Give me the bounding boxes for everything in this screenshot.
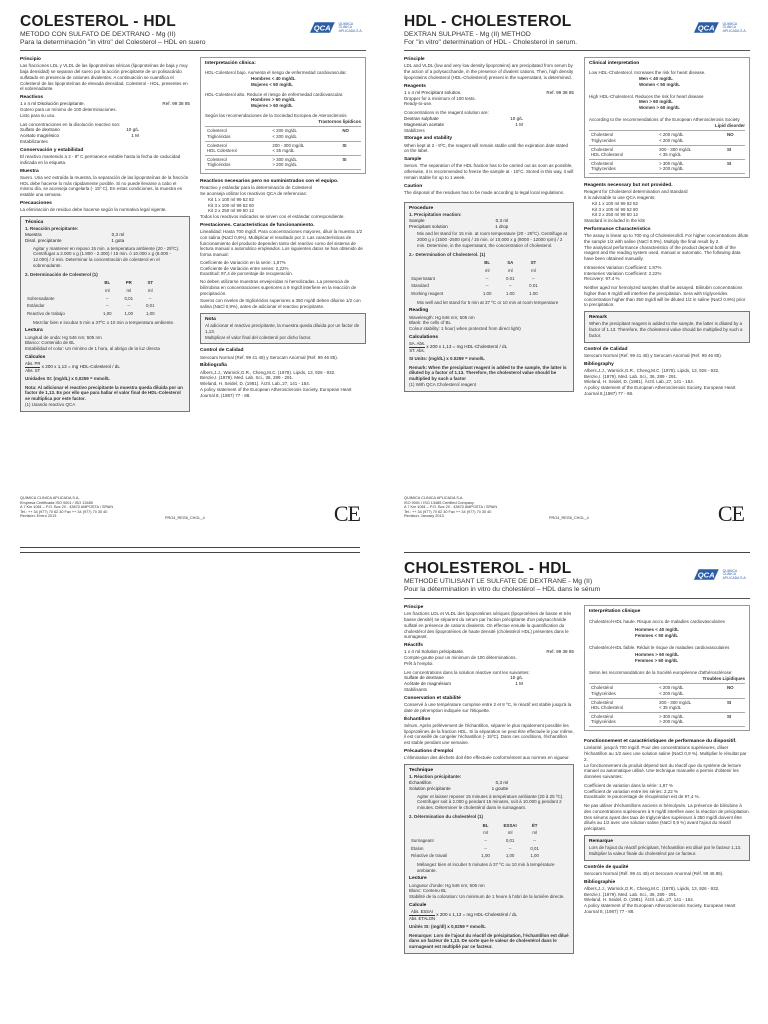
units-text: SI Units: (mg/dL) x 0.0259 = mmol/L bbox=[409, 355, 485, 361]
fonct-exact: Exactitude: le pourcentage de récupération est de 97,4 %. bbox=[584, 794, 700, 800]
svg-text:QCA: QCA bbox=[697, 570, 715, 580]
prest-cv: Coeficiente de Variación entre series: 2,22% bbox=[200, 265, 289, 271]
section-heading: Reagents bbox=[404, 83, 427, 89]
reagent-line: 1 x 4 ml Disolución precipitante. bbox=[20, 101, 85, 107]
table-row: Cholestérol Triglycérides < 200 mg/dL < 200 mg/dL NO bbox=[589, 684, 745, 698]
calc-numerator: Abs. ESSAI bbox=[409, 909, 435, 915]
remark-ref: (1) With QCA Cholesterol reagent bbox=[409, 381, 477, 387]
conc-label: Estabilizantes bbox=[20, 139, 48, 145]
table-row: Surnageant -- 0,01 -- bbox=[411, 837, 537, 843]
section-heading: Bibliography bbox=[584, 361, 614, 367]
table-unit: ml bbox=[484, 268, 490, 274]
section-heading: Bibliografía bbox=[200, 363, 227, 369]
section-heading: Sample bbox=[404, 157, 422, 163]
precauc-text: La eliminación de residuo debe hacerse según la normativa legal vigente. bbox=[20, 207, 167, 213]
interp-value: Women > 60 mg/dL bbox=[639, 105, 681, 111]
units-text: Unidades SI: (mg/dL) x 0,0259 = mmol/L bbox=[25, 375, 110, 381]
table-row: Cholestérol HDL Cholestérol 200 - 300 mg/dL < 35 mg/dL SI bbox=[589, 698, 745, 712]
conc-value: 1 M bbox=[515, 121, 523, 127]
conc-value: 10 g/L bbox=[126, 127, 139, 133]
interp-value: Femmes < 50 mg/dL bbox=[635, 632, 679, 638]
step-text: Mix and let stand for 15 min. at room temperature (20 - 25ºC). Centrifuge at 2000 g x (1500 -2500 rpm) / 15 min. or 10,000 x g (8000 - 12000 rpm) / 2 min. Determine, in the supernatant, the concentration of cholesterol. bbox=[417, 231, 567, 248]
interp-value: Hombres < 40 mg/dL bbox=[251, 76, 296, 82]
section-heading: Calcule bbox=[409, 902, 427, 908]
table-unit: ml bbox=[147, 288, 153, 294]
calc-numerator: Abs. PR bbox=[25, 361, 41, 367]
prest-text: No deben utilizarse muestras envejecidas ni hemolizadas. La presencia de bilirrubina en concentraciones superiores a 9 mg/dl interfiere en la reacción de precipitación. bbox=[200, 279, 357, 296]
section-heading: Interprétation clinique bbox=[589, 609, 641, 614]
section-heading: Bibliographie bbox=[584, 879, 616, 885]
section-heading: Lecture bbox=[409, 876, 427, 882]
footer bbox=[20, 496, 366, 526]
section-heading: Fonctionnement et caractéristiques de performance du dispositif. bbox=[584, 739, 737, 745]
note-box bbox=[200, 313, 366, 345]
biblio-text: Albers,J.J., Warnick,G.R., Cheng,M.C. (1978). Lipids, 13, 926 - 932. Benzie,I. (1979). Med. Lab. Sci., 36, 289 - 291. Wieland, H. Seidel, D. (1981). Ärztl. Lab.,27, 141 - 154. A policy statement of the European Atherosclerosis Society, European Heart Journal 8,(1987) 77 - 88. bbox=[584, 367, 736, 396]
step-label: Precipitant solution bbox=[409, 223, 448, 229]
step-heading: 1. Reacción precipitante: bbox=[25, 226, 79, 232]
fonct-text: Linéarité: jusqu'à 700 mg/dl. Pour des concentrations supérieures, diluer l'échantillon au 1/2 avec une solution saline (NaCl 0,9 %). Multiplier le résultat par 2. Le fonctionnement du produit dépend tant du réactif que du système de lecture manuel ou automatique utilisé. Une technique manuelle a permis d'obtenir les données suivantes: bbox=[584, 745, 747, 780]
interp-value: Mujeres < 50 mg/dL bbox=[251, 81, 293, 87]
calc-formula bbox=[409, 341, 569, 353]
conserv-text: Conservé à une température comprise entre 2 et 8 ºC, le réactif est stable jusqu'à la date de péremption indiquée sur l'étiquette. bbox=[404, 702, 572, 713]
reagent-line: Gotero para un mínimo de 100 determinaciones. bbox=[20, 107, 117, 113]
section-heading: Échantillon bbox=[404, 716, 431, 722]
page-subtitle-2: Para la determinación "in vitro" del Colesterol – HDL en suero bbox=[20, 38, 206, 46]
kit-line: Kit 1 x 100 ml 99 52 82 bbox=[208, 196, 255, 202]
interp-value: Mujeres > 60 mg/dL bbox=[251, 103, 293, 109]
biblio-text: Albers,J.J., Warnick,G.R., Cheng,M.C. (1978). Lipids, 13, 926 - 932. Benzie,I. (1979). Med. Lab. Sci., 36, 289 - 291. Wieland, H. Seidel, D. (1981). Ärztl. Lab.,27, 141 - 154. A policy statement of the European Atherosclerosis Society, European Heart Journal 8, (1987) 77 - 88. bbox=[584, 885, 736, 914]
biblio-text: Albers,J.J., Warnick,G.R., Cheng,M.C. (1978). Lipids, 13, 926 - 932. Benzie,I. (1979). Med. Lab. Sci., 36, 289 - 291. Wieland, H. Seidel, D. (1981). Ärztl. Lab.,27, 141 - 154. A policy statement of the European Atherosclerosis Society, European Heart Journal 8, (1987) 77 - 88. bbox=[200, 369, 352, 398]
conc-value: 1 M bbox=[131, 133, 139, 139]
section-heading: Prestaciones. Características de funcionamiento. bbox=[200, 222, 315, 228]
table-row: Colesterol Triglicéridos > 300 mg/dL > 200 mg/dL SI bbox=[205, 155, 361, 169]
page-subtitle-2: Pour la détermination in vitro du cholestérol – HDL dans le sérum bbox=[404, 585, 601, 593]
procedure-table bbox=[409, 822, 545, 860]
control-text: Serocam Normal (Ref. 99 41 48) y Serocam Anormal (Ref. 99 46 85). bbox=[584, 352, 723, 358]
table-unit: ml bbox=[507, 268, 513, 274]
conc-label: Sulfato de dextrano bbox=[20, 127, 60, 133]
procedure-box bbox=[404, 202, 574, 392]
table-header: ST bbox=[147, 280, 154, 286]
step-heading: 2. Détermination du cholestérol (1) bbox=[409, 813, 484, 819]
step-text: Mix well and let stand for 5 min at 37 ºC or 10 min at room temperature bbox=[417, 299, 559, 305]
page-title: HDL - CHOLESTEROL bbox=[404, 13, 572, 30]
units-text: Unités SI: (mg/dl) x 0,0259 = mmol/L bbox=[409, 923, 486, 929]
section-heading: Principle bbox=[404, 57, 425, 62]
reagent-ref: Ref. 99 38 85 bbox=[546, 89, 574, 95]
interp-value: Hombres > 60 mg/dL bbox=[251, 97, 296, 103]
perf-cv: Intraseries Variation Coefficient: 1.87% bbox=[584, 264, 662, 270]
table-unit: ml bbox=[531, 268, 536, 274]
table-header: BL bbox=[482, 822, 489, 828]
section-heading: Remark bbox=[589, 315, 607, 321]
calc-rest: x 200 x 1,13 = mg HDL-Colesterol / dL bbox=[41, 364, 120, 370]
table-row: Cholesterol HDL Cholesterol 200 - 300 mg/dL < 35 mg/dL SI bbox=[589, 145, 745, 159]
step-label: Muestra bbox=[25, 231, 42, 237]
table-header: BL bbox=[484, 260, 491, 266]
conserv-text: El reactivo mantenido a 2 - 8º C permanece estable hasta la fecha de caducidad indicada en la etiqueta. bbox=[20, 154, 181, 165]
lipid-table bbox=[589, 130, 745, 174]
kits-note: Todos los reactivos indicados se sirven con el estándar correspondiente. bbox=[200, 214, 345, 220]
section-heading: Reading bbox=[409, 308, 429, 314]
table-caption: Trastornos lipídicos bbox=[318, 118, 361, 124]
table-caption: Troubles Lipidiques bbox=[702, 675, 745, 681]
section-heading: Interpretación clínica: bbox=[205, 61, 256, 66]
section-heading: Conservación y estabilidad bbox=[20, 147, 84, 153]
section-heading: Control de Calidad bbox=[584, 346, 628, 352]
table-header: ÉT bbox=[531, 822, 538, 828]
page-subtitle: METHODE UTILISANT LE SULFATE DE DEXTRANE - Mg (II) bbox=[404, 577, 593, 585]
interp-box bbox=[584, 57, 750, 178]
fonct-cv: Coefficient de variation dans la série: 1,87 % bbox=[584, 782, 673, 788]
section-heading: Principe bbox=[404, 605, 424, 610]
section-heading: Calculations bbox=[409, 334, 439, 340]
step-value: 1 goutte bbox=[491, 785, 509, 791]
header-rule bbox=[20, 50, 366, 51]
table-row: Étalon -- -- 0,01 bbox=[411, 845, 539, 851]
echant-text: Sérum. Après prélèvement de l'échantillon, séparer le plus rapidement possible les lipoprotéines de la fraction HDL. Si la séparation ne peut être effectuée le jour même, il est conseillé de congeler l'échantillon (- 15ºC). Dans ces conditions, l'échantillon est stable pendant une semaine. bbox=[404, 722, 574, 746]
english-insert bbox=[384, 0, 768, 545]
table-row: Supernatant -- 0.01 -- bbox=[411, 275, 535, 281]
reagent-line: Compte-goutte pour un minimum de 100 déterminations. bbox=[404, 655, 517, 661]
interp-value: Women < 50 mg/dL bbox=[639, 81, 681, 87]
interp-low: HDL-Colesterol bajo. Aumenta el riesgo de enfermedad cardiovascular. bbox=[205, 70, 347, 76]
calc-rest: x 200 x 1,13 = mg HDL-Cholesterol / dL bbox=[426, 344, 508, 350]
interp-box bbox=[584, 605, 750, 731]
section-heading: Storage and stability bbox=[404, 136, 453, 142]
remark-text: Remark: When the precipitant reagent is added to the sample, the latter is diluted by a factor of 1.13. Therefore, the cholesterol value should be multiplied by such a factor bbox=[409, 364, 567, 382]
step-value: 1 drop bbox=[495, 223, 509, 229]
ce-mark: CE bbox=[717, 501, 744, 526]
kits-note: Standard is included in the kits bbox=[584, 218, 646, 224]
qca-logo bbox=[692, 561, 750, 589]
page-subtitle: DEXTRAN SULPHATE - Mg (II) METHOD bbox=[404, 30, 531, 38]
conc-value: 10 g/L bbox=[510, 675, 523, 681]
table-row: Estándar -- -- 0,01 bbox=[27, 303, 155, 309]
section-heading: Clinical interpretation bbox=[589, 61, 640, 66]
perf-recovery: Recovery: 97.4 % bbox=[584, 276, 620, 282]
reagent-line: Listo para su uso. bbox=[20, 112, 56, 118]
table-header: PR bbox=[125, 280, 132, 286]
section-heading: Procedure bbox=[409, 205, 434, 211]
prest-cv: Coeficiente de Variación en la serie: 1,87% bbox=[200, 259, 286, 265]
conc-label: Acétate de magnésium bbox=[404, 681, 451, 687]
page-title: COLESTEROL - HDL bbox=[20, 13, 177, 30]
interp-high: HDL-Colesterol alto. Reduce el riesgo de enfermedad cardiovascular. bbox=[205, 91, 344, 97]
qca-logo-icon bbox=[692, 17, 721, 39]
step-text: Agitar y mantener en reposo 15 min. a temperatura ambiente (20 - 25ºC). Centrifugar a 2.000 x g (1.800 - 2.300) / 15 min. ó 10.000 x g (8.000 - 12.000) / 2 min. Determinar la concentración de colesterol en el sobrenadante. bbox=[33, 245, 180, 268]
svg-text:QCA: QCA bbox=[313, 23, 331, 33]
interp-according: According to the recommendations of the European Atherosclerosis Society bbox=[589, 116, 740, 122]
right-column bbox=[584, 602, 750, 915]
section-heading: Reagents necessary but not provided. bbox=[584, 183, 673, 189]
interp-high: Cholestérol-HDL faible. Réduit le risque de maladies cardiovasculaires bbox=[589, 644, 730, 650]
caution-text: The disposal of the residues has to be made according to legal local regulations. bbox=[404, 189, 565, 195]
kit-line: Kit 3 x 100 ml 99 52 80 bbox=[592, 206, 639, 212]
conc-label: Dextran sulphate bbox=[404, 115, 439, 121]
note-text: Nota: Al adicionar el reactivo precipitante la muestra queda diluida por un factor de 1,13. Es por ello que para hallar el valor final de HDL-Colesterol se multiplica por este factor. bbox=[25, 384, 183, 402]
step-label: Solution précipitante bbox=[409, 785, 451, 791]
footer-text: QUIMICA CLINICA APLICADA S.A. Empresa Certificada ISO 9001 / ISO 13485 A 7 Km 1081 – P.O. Box 20 - 43870 AMPOSTA / SPAIN Tel.: ++ 34 (977) 70 62 30 Fax ++ 34 (977) 70 30 40 Revisión: Enero 2013 bbox=[20, 496, 114, 519]
procedure-table bbox=[25, 279, 161, 317]
section-heading: Remarque bbox=[589, 838, 613, 844]
table-row: Working reagent 1.00 1.00 1.00 bbox=[411, 290, 538, 296]
right-column bbox=[200, 54, 366, 398]
perf-text: Neither aged nor hemolyzed samples shall be assayed. Bilirubin concentrations higher than 9 mg/dl will interfere the precipitation. Sera with triglycerides concentration higher than 350 mg/dl will be diluted 1/2 in saline (NaCl 0.9%) prior to precipitation. bbox=[584, 285, 746, 308]
lecture-text: Longueur d'onde: Hg 546 nm; 505 nm Blanc: Contenu BL Stabilité de la coloration: Un minimum de 1 heure à l'abri de la lumière directe. bbox=[409, 882, 565, 900]
page-subtitle: METODO CON SULFATO DE DEXTRANO - Mg (II) bbox=[20, 30, 176, 38]
reagent-line: 1 x 4 ml Precipitant solution. bbox=[404, 89, 462, 95]
conc-intro: Las concentraciones en la disolución reactivo son: bbox=[20, 121, 121, 127]
svg-text:QCA: QCA bbox=[697, 23, 715, 33]
footer-code: PRO4_REG6_CHOL_4 bbox=[165, 516, 205, 520]
reagent-line: Prêt à l'emploi. bbox=[404, 660, 434, 666]
table-header: SA bbox=[507, 260, 514, 266]
section-heading: Caution bbox=[404, 183, 423, 189]
left-column bbox=[20, 54, 190, 412]
logo-text: QUIMICA CLINICA APLICADA S.A. bbox=[338, 21, 363, 33]
conc-intro: Les concentrations dans la solution réactive sont les suivantes: bbox=[404, 669, 530, 675]
table-header: BL bbox=[104, 280, 111, 286]
footer bbox=[404, 496, 750, 526]
step-value: 0,3 ml bbox=[495, 779, 509, 785]
qca-logo-icon bbox=[308, 17, 337, 39]
perf-text: The assay is linear up to 700 mg of Cholesterol/dl. For higher concentrations dilute the sample 1/2 with saline (NaCl 0.9%). Multiply the final result by 2. The analytical performance characteristics of the product depend both of the reagent and the reading system used, manual or automatic. The following data have been obtained manually. bbox=[584, 233, 749, 262]
header bbox=[20, 14, 366, 50]
page-divider bbox=[20, 547, 360, 548]
remark-box bbox=[584, 311, 750, 343]
interp-low: Low HDL-Cholesterol. Increases the risk for heart disease. bbox=[589, 70, 706, 76]
conc-intro: Concentrations in the reagent solution are: bbox=[404, 110, 489, 116]
table-unit: ml bbox=[507, 830, 513, 836]
step-heading: 2.- Determination of Cholesterol. (1) bbox=[409, 251, 486, 257]
header-rule bbox=[404, 598, 750, 599]
section-heading: Performance Characteristics bbox=[584, 226, 651, 232]
sample-text: Serum. The separation of the HDL fraction has to be carried out as soon as possible, otherwise, it is recommended to freeze the sample at - 15ºC. Stored in this way, it will remain stable for up to 1 week. bbox=[404, 163, 574, 180]
conc-label: Sulfate de dextrane bbox=[404, 675, 444, 681]
footer-text: QUIMICA CLINICA APLICADA S.A. ISO 9001 / ISO 13485 Certified Company A 7 Km 1081 – P.O. Box 20 - 43870 AMPOSTA / SPAIN Tel.: ++ 34 (977) 70 62 30 Fax ++ 34 (977) 70 30 40 Revision: January 2013 bbox=[404, 496, 498, 519]
fonct-cv: Coefficient de variation entre les séries: 2,22 % bbox=[584, 788, 678, 794]
interp-high: High HDL-Cholesterol. Reduces the risk for heart disease bbox=[589, 93, 704, 99]
calc-formula bbox=[25, 361, 185, 373]
qca-logo bbox=[308, 14, 366, 42]
necesarios-text: Reactivo y estándar para la determinación de Colesterol Se aconseja utilizar los reactivos QCA de referencias: bbox=[200, 185, 313, 197]
prest-text: Linealidad: Hasta 700 mg/dl. Para concentraciones mayores, diluir la muestra 1/2 con salina (NaCl 0,9%). Multiplicar el resultado por 2. Las características de funcionamiento del producto dependen tanto del reactivo como del sistema de lectura manual o automático empleados. Los siguientes datos se han obtenido de forma manual: bbox=[200, 229, 363, 258]
table-row: Réactive de travail 1,00 1,00 1,00 bbox=[411, 853, 539, 859]
prest-exact: Exactitud: 97,4 de porcentaje de recuperación. bbox=[200, 271, 294, 277]
note-ref: (1) Usando reactivo QCA bbox=[25, 401, 76, 407]
step-heading: 1. Réaction précipitante: bbox=[409, 774, 462, 780]
table-caption: Lipid disorder bbox=[714, 122, 745, 128]
section-heading: Lectura bbox=[25, 328, 43, 334]
kit-line: Kit 3 x 100 ml 99 52 80 bbox=[208, 202, 255, 208]
storage-text: When kept at 2 - 8ºC, the reagent will remain stable until the expiration date stated on the label. bbox=[404, 142, 568, 154]
kit-line: Kit 2 x 250 ml 99 50 12 bbox=[592, 212, 639, 218]
section-heading: Reactivos bbox=[20, 95, 44, 101]
principe-text: Les fractions LDL et VLDL des lipoprotéines sériques (lipoprotéines de basse et très basse densité) se séparent du sérum par l'action précipitante d'un polysaccharide sulfaté en présence de cations divalents. On effectue ensuite la quantification du cholestérol des lipoprotéines de haute densité (cholestérol HDL) présentes dans le surnageant. bbox=[404, 611, 572, 640]
section-heading: Muestra bbox=[20, 168, 39, 174]
interp-box bbox=[200, 57, 366, 174]
remark-text: Lors de l'ajout du réactif précipitant, l'échantillon est dilué par le facteur 1,13. Multiplier la valeur finale du cholestérol par ce facteur. bbox=[589, 845, 742, 856]
table-unit: ml bbox=[483, 830, 488, 836]
principle-text: LDL and VLDL (low and very low density lipoproteins) are precipitated from serum by the action of a polysaccharide, in the presence of divalent cations. Then, high density lipoproteins cholesterol (HDL-Cholesterol) present in the supernatant, is determined. bbox=[404, 63, 574, 80]
section-heading: Réactifs bbox=[404, 643, 424, 649]
conc-label: Stabilisants bbox=[404, 687, 428, 693]
interp-selon: Selon les recommandations de la Société européenne d'athérosclérose: bbox=[589, 669, 733, 675]
section-heading: Conservation et stabilité bbox=[404, 695, 461, 701]
step-text: Agiter et laisser reposer 15 minutes à température ambiante (20 à 25 ºC). Centrifuger soit à 2.000 g pendant 15 minutes, soit à 10.000 g pendant 2 minutes. Déterminer le cholestérol dans le surnageant. bbox=[417, 793, 564, 811]
technique-box bbox=[404, 764, 574, 954]
reagent-ref: Ref. 99 38 85 bbox=[546, 649, 574, 655]
section-heading: Técnica bbox=[25, 219, 44, 225]
lipid-table bbox=[205, 126, 361, 170]
reading-text: Wavelength: Hg 546 nm; 505 nm Blank: the cells of BL Colour stability: 1 hour( when protected from direct light) bbox=[409, 314, 521, 332]
page-divider bbox=[20, 552, 360, 553]
step-label: Sample bbox=[409, 217, 425, 223]
kit-line: Kit 2 x 250 ml 99 50 12 bbox=[208, 208, 255, 214]
conc-value: 10 g/L bbox=[510, 115, 523, 121]
table-row: Cholestérol Triglycérides > 300 mg/dL > 200 mg/dL SI bbox=[589, 712, 745, 726]
reagent-line: Ready-to-use. bbox=[404, 101, 433, 107]
spanish-insert bbox=[0, 0, 384, 545]
step-heading: 2. Determinación de Colesterol (1) bbox=[25, 271, 98, 277]
perf-cv: Interseries Variation Coefficient: 2.22% bbox=[584, 270, 662, 276]
section-heading: Précautions d'emploi bbox=[404, 748, 454, 754]
lectura-text: Longitud de onda: Hg 546 nm; 505 nm Blanco: Contenido de BL Estabilidad el color: Un mínimo de 1 hora, al abrigo de la luz directa bbox=[25, 334, 160, 352]
table-unit: ml bbox=[532, 830, 537, 836]
remark-box bbox=[584, 835, 750, 861]
footer-code: PRO4_REG6_CHOL_4 bbox=[549, 516, 589, 520]
necessary-text: Reagent for Cholesterol determination and standard It is advisable to use QCA reagents: bbox=[584, 189, 688, 201]
interp-value: Hommes < 40 mg/dL bbox=[635, 627, 679, 633]
page-divider bbox=[404, 552, 750, 553]
calc-denominator: ST. Abs. bbox=[409, 347, 425, 353]
calc-denominator: Abs. ST bbox=[25, 367, 41, 373]
header-rule bbox=[404, 50, 750, 51]
section-heading: Reactivos necesarios pero no suministrados con el equipo. bbox=[200, 179, 339, 185]
french-insert bbox=[384, 555, 768, 1024]
step-heading: 1. Precipitation reaction: bbox=[409, 211, 462, 217]
lipid-table bbox=[589, 683, 745, 727]
section-heading: Principio bbox=[20, 57, 41, 62]
procedure-table bbox=[409, 259, 545, 297]
remark-text: Remarque: Lors de l'ajout du réactif de précipitation, l'échantillon est dilué dans un facteur de 1,13. De sorte que le valeur de cholestérol dans le surnageant est multiplié par ce facteur. bbox=[409, 932, 569, 950]
kit-line: Kit 1 x 100 ml 99 52 82 bbox=[592, 200, 639, 206]
section-heading: Technique bbox=[409, 767, 434, 773]
qca-logo-icon bbox=[692, 564, 721, 586]
calc-formula bbox=[409, 909, 569, 921]
page-subtitle-2: For "in vitro" determination of HDL - Cholesterol in serum. bbox=[404, 38, 578, 46]
calc-denominator: Abs. ETALON bbox=[409, 915, 435, 921]
logo-text: QUIMICA CLINICA APLICADA S.A. bbox=[722, 568, 747, 580]
control-text: Serocam Normal (Réf. 99 41 48) et Serocam Anormal (Réf. 99 46 85). bbox=[584, 870, 724, 876]
precau-text: L'élimination des déchets doit être effectuée conformément aux normes en vigueur. bbox=[404, 755, 570, 761]
section-heading: Nota bbox=[205, 316, 216, 322]
section-heading: Contrôle de qualité bbox=[584, 864, 629, 870]
conc-label: Acetato magnésico bbox=[20, 133, 60, 139]
step-value: 0,3 ml bbox=[111, 231, 125, 237]
section-heading: Control de Calidad bbox=[200, 348, 244, 354]
reagent-line: 1 x 4 ml Solution précipitante. bbox=[404, 649, 465, 655]
conc-label: Stabilizers bbox=[404, 127, 425, 133]
interp-segun: Según las recomendaciones de la Sociedad Europea de Aterosclerosis bbox=[205, 112, 347, 118]
page-title: CHOLESTEROL - HDL bbox=[404, 560, 572, 577]
step-label: Disol. precipitante bbox=[25, 237, 62, 243]
step-value: 1 gota bbox=[111, 237, 125, 243]
principio-text: Las fracciones LDL y VLDL de las lipoproteínas séricas (lipoproteínas de baja y muy baja densidad) se separan del suero por la acción precipitante de un polisacárido sulfatado en presencia de cationes divalentes. A continuación se cuantifica el Colesterol de las lipoproteínas de elevada densidad, Colesterol - HDL, presentes en el sobrenadante. bbox=[20, 63, 188, 92]
step-value: 0.3 ml bbox=[495, 217, 509, 223]
control-text: Serocam Normal (Ref. 99 41 48) y Serocam Anormal (Ref. 99 46 85). bbox=[200, 354, 339, 360]
table-row: Sobrenadante -- 0,01 -- bbox=[27, 295, 152, 301]
conc-label: Magnesium acetate bbox=[404, 121, 445, 127]
calc-rest: x 200 x 1,13 = mg HDL-Cholestérol / dL bbox=[436, 912, 518, 918]
interp-value: Femmes > 60 mg/dL bbox=[635, 658, 679, 664]
note-text: Al adicionar el reactivo precipitante, la muestra queda diluida por un factor de 1,13. Multiplicar el valor final del colesterol por dicho factor. bbox=[205, 323, 360, 340]
header bbox=[404, 561, 750, 597]
conc-value: 1 M bbox=[515, 681, 523, 687]
interp-value: Men > 60 mg/dL bbox=[639, 99, 673, 105]
right-column bbox=[584, 54, 750, 397]
interp-low: Cholestérol-HDL haute. Risque accru de maladies cardiovasculaires bbox=[589, 619, 725, 625]
table-unit: ml bbox=[105, 288, 110, 294]
ce-mark: CE bbox=[333, 501, 360, 526]
prest-text: Sueros con niveles de triglicéridos superiores a 350 mg/dl deben diluirse 1/2 con salina (NaCl 0,9%), antes de adicionar el reactivo precipitante. bbox=[200, 298, 361, 310]
muestra-text: Suero. Una vez extraída la muestra, la separación de las lipoproteínas de la fracción HDL debe hacerse lo más rápidamente posible. Si no puede llevarse a cabo el mismo día, se aconseja congelarla (- 15º C). En estas condiciones, la muestra es estable una semana. bbox=[20, 174, 189, 198]
left-column bbox=[404, 54, 574, 392]
interp-value: Hommes > 60 mg/dL bbox=[635, 652, 679, 658]
logo-text: QUIMICA CLINICA APLICADA S.A. bbox=[722, 21, 747, 33]
fonct-text: Ne pas utiliser d'échantillons anciens ni hémolysés. La présence de bilirubine à des concentrations supérieures à 9 mg/dl interfère avec la réaction de précipitation. Des sérums ayant des taux de triglycérides supérieurs à 350 mg/dl doivent être dilués au 1/2 avec une solution saline (NaCl 0,9 %) avant l'ajout du réactif précipitant. bbox=[584, 803, 750, 832]
table-header: ST bbox=[530, 260, 537, 266]
calc-numerator: SA. Abs. bbox=[409, 341, 426, 347]
step-text: Mélangez bien et incuber 5 minutes à 37 ºC ou 10 min à température ambiante. bbox=[417, 861, 555, 873]
reagent-line: Dropper for a minimum of 100 tests. bbox=[404, 95, 476, 101]
step-text: Mezclar bien e incubar 5 min a 37ºC o 10 min a temperatura ambiente. bbox=[33, 319, 175, 325]
section-heading: Cálculos bbox=[25, 354, 46, 360]
left-column bbox=[404, 602, 574, 954]
interp-value: Men < 40 mg/dL bbox=[639, 76, 673, 82]
step-label: Échantillon bbox=[409, 779, 432, 785]
qca-logo bbox=[692, 14, 750, 42]
header bbox=[404, 14, 750, 50]
table-row: Cholesterol Triglycerides < 200 mg/dL < 200 mg/dL NO bbox=[589, 131, 745, 145]
table-row: Colesterol Triglicéridos < 200 mg/dL < 200 mg/dL NO bbox=[205, 127, 361, 141]
table-row: Colesterol HDL Colesterol 200 - 300 mg/dL < 35 mg/dL SI bbox=[205, 141, 361, 155]
tecnica-box bbox=[20, 216, 190, 412]
section-heading: Precauciones bbox=[20, 200, 52, 206]
table-row: Cholesterol Triglycerides > 300 mg/dL > 200 mg/dL SI bbox=[589, 159, 745, 173]
reagent-ref: Ref. 99 38 85 bbox=[162, 101, 190, 107]
table-unit: ml bbox=[126, 288, 132, 294]
remark-text: When the precipitant reagent is added to the sample, the latter is diluted by a factor of 1.13. Therefore, the cholesterol value should be multiplied by such a factor. bbox=[589, 321, 743, 338]
table-row: Standard -- -- 0.01 bbox=[411, 283, 538, 289]
table-row: Reactivo de trabajo 1,00 1,00 1,00 bbox=[27, 310, 155, 316]
table-header: ESSAI bbox=[503, 822, 517, 828]
